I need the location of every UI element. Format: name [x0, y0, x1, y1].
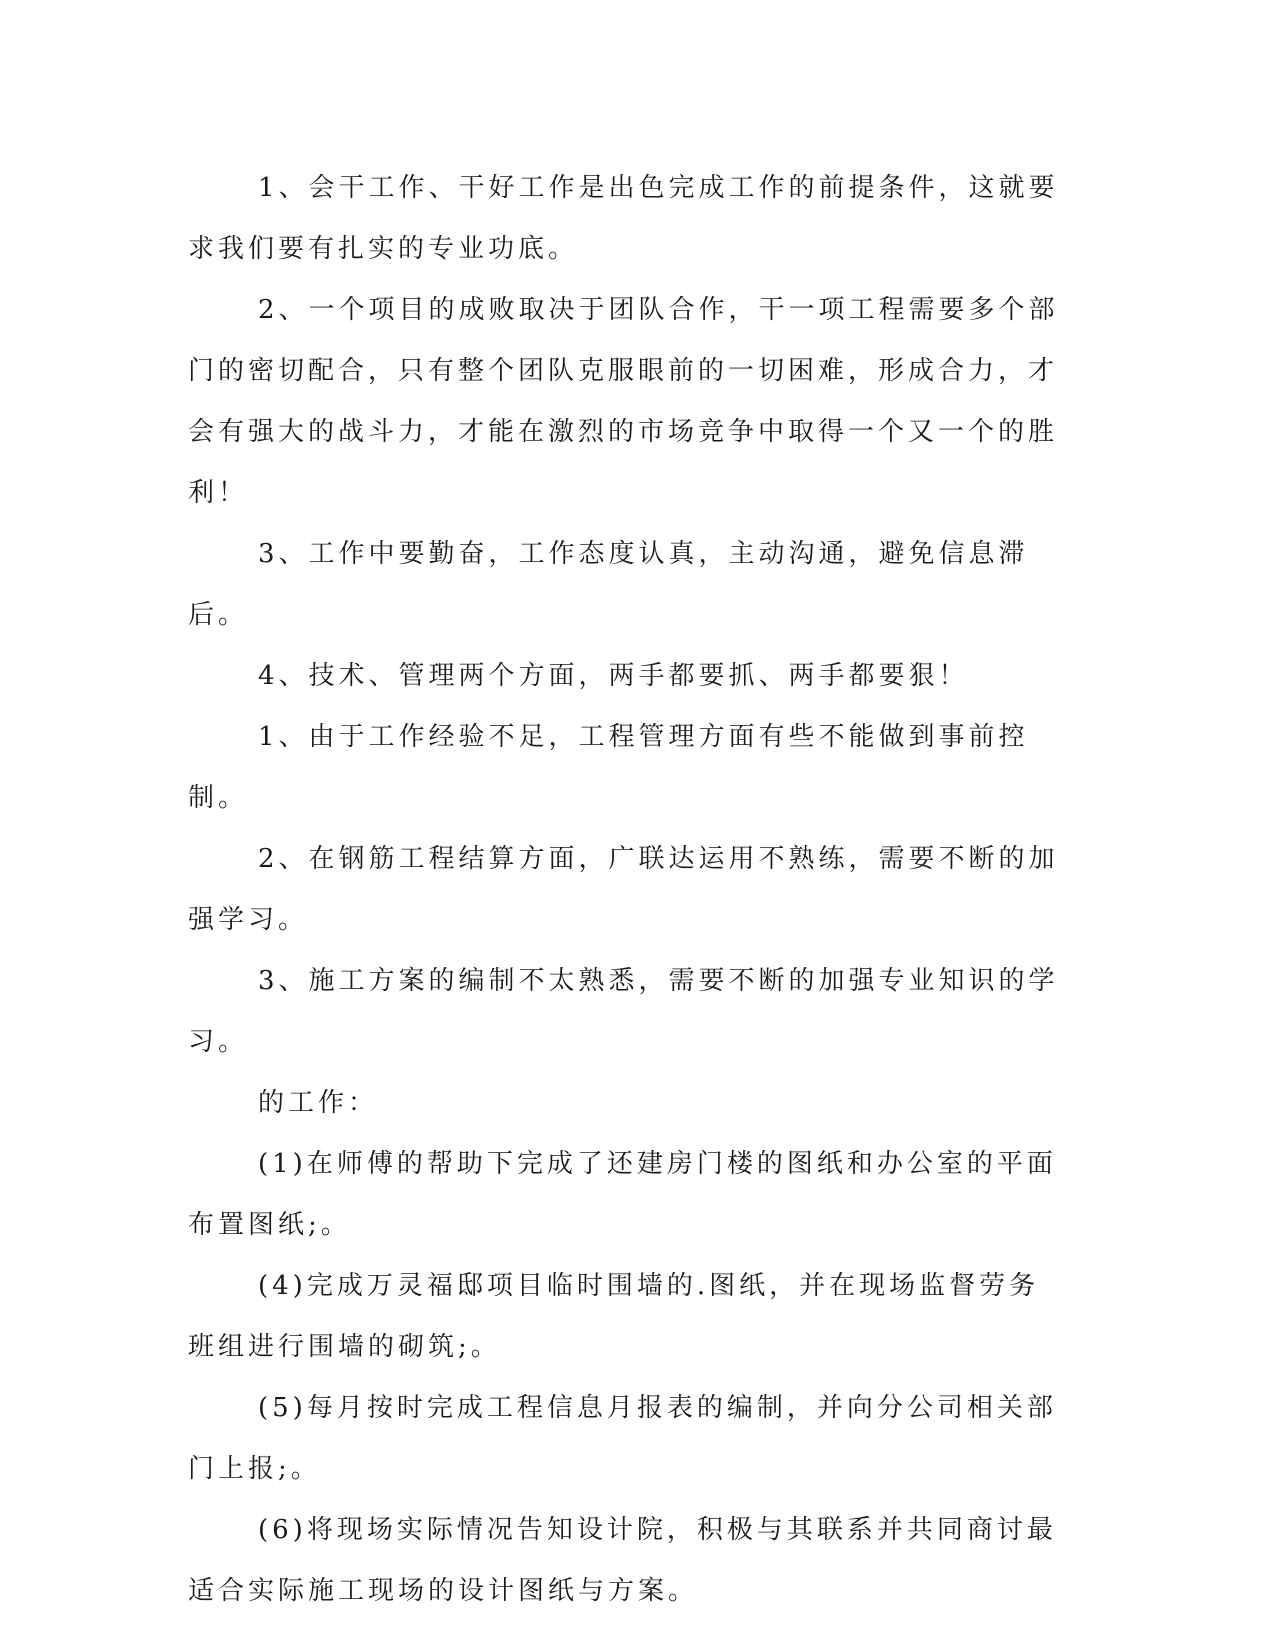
- paragraph-1: 1、会干工作、干好工作是出色完成工作的前提条件，这就要求我们要有扎实的专业功底。: [188, 173, 1059, 264]
- paragraph-2: 2、一个项目的成败取决于团队合作，干一项工程需要多个部门的密切配合，只有整个团队克服眼前的一切困难，形成合力，才会有强大的战斗力，才能在激烈的市场竞争中取得一个又一个的胜利！: [188, 295, 1059, 508]
- paragraph-7: 3、施工方案的编制不太熟悉，需要不断的加强专业知识的学习。: [188, 966, 1059, 1057]
- paragraph-6: 2、在钢筋工程结算方面，广联达运用不熟练，需要不断的加强学习。: [188, 844, 1059, 935]
- paragraph-8: 的工作：: [258, 1088, 379, 1118]
- paragraph-12: (6)将现场实际情况告知设计院，积极与其联系并共同商讨最适合实际施工现场的设计图纸与方案。: [188, 1515, 1057, 1606]
- document-body: [188, 158, 1068, 1622]
- paragraph-4: 4、技术、管理两个方面，两手都要抓、两手都要狠！: [258, 661, 969, 691]
- paragraph-5: 1、由于工作经验不足，工程管理方面有些不能做到事前控制。: [188, 722, 1029, 813]
- paragraph-9: (1)在师傅的帮助下完成了还建房门楼的图纸和办公室的平面布置图纸;。: [188, 1149, 1057, 1240]
- paragraph-3: 3、工作中要勤奋，工作态度认真，主动沟通，避免信息滞后。: [188, 539, 1029, 630]
- paragraph-10: (4)完成万灵福邸项目临时围墙的.图纸，并在现场监督劳务班组进行围墙的砌筑;。: [188, 1271, 1040, 1362]
- paragraph-11: (5)每月按时完成工程信息月报表的编制，并向分公司相关部门上报;。: [188, 1393, 1057, 1484]
